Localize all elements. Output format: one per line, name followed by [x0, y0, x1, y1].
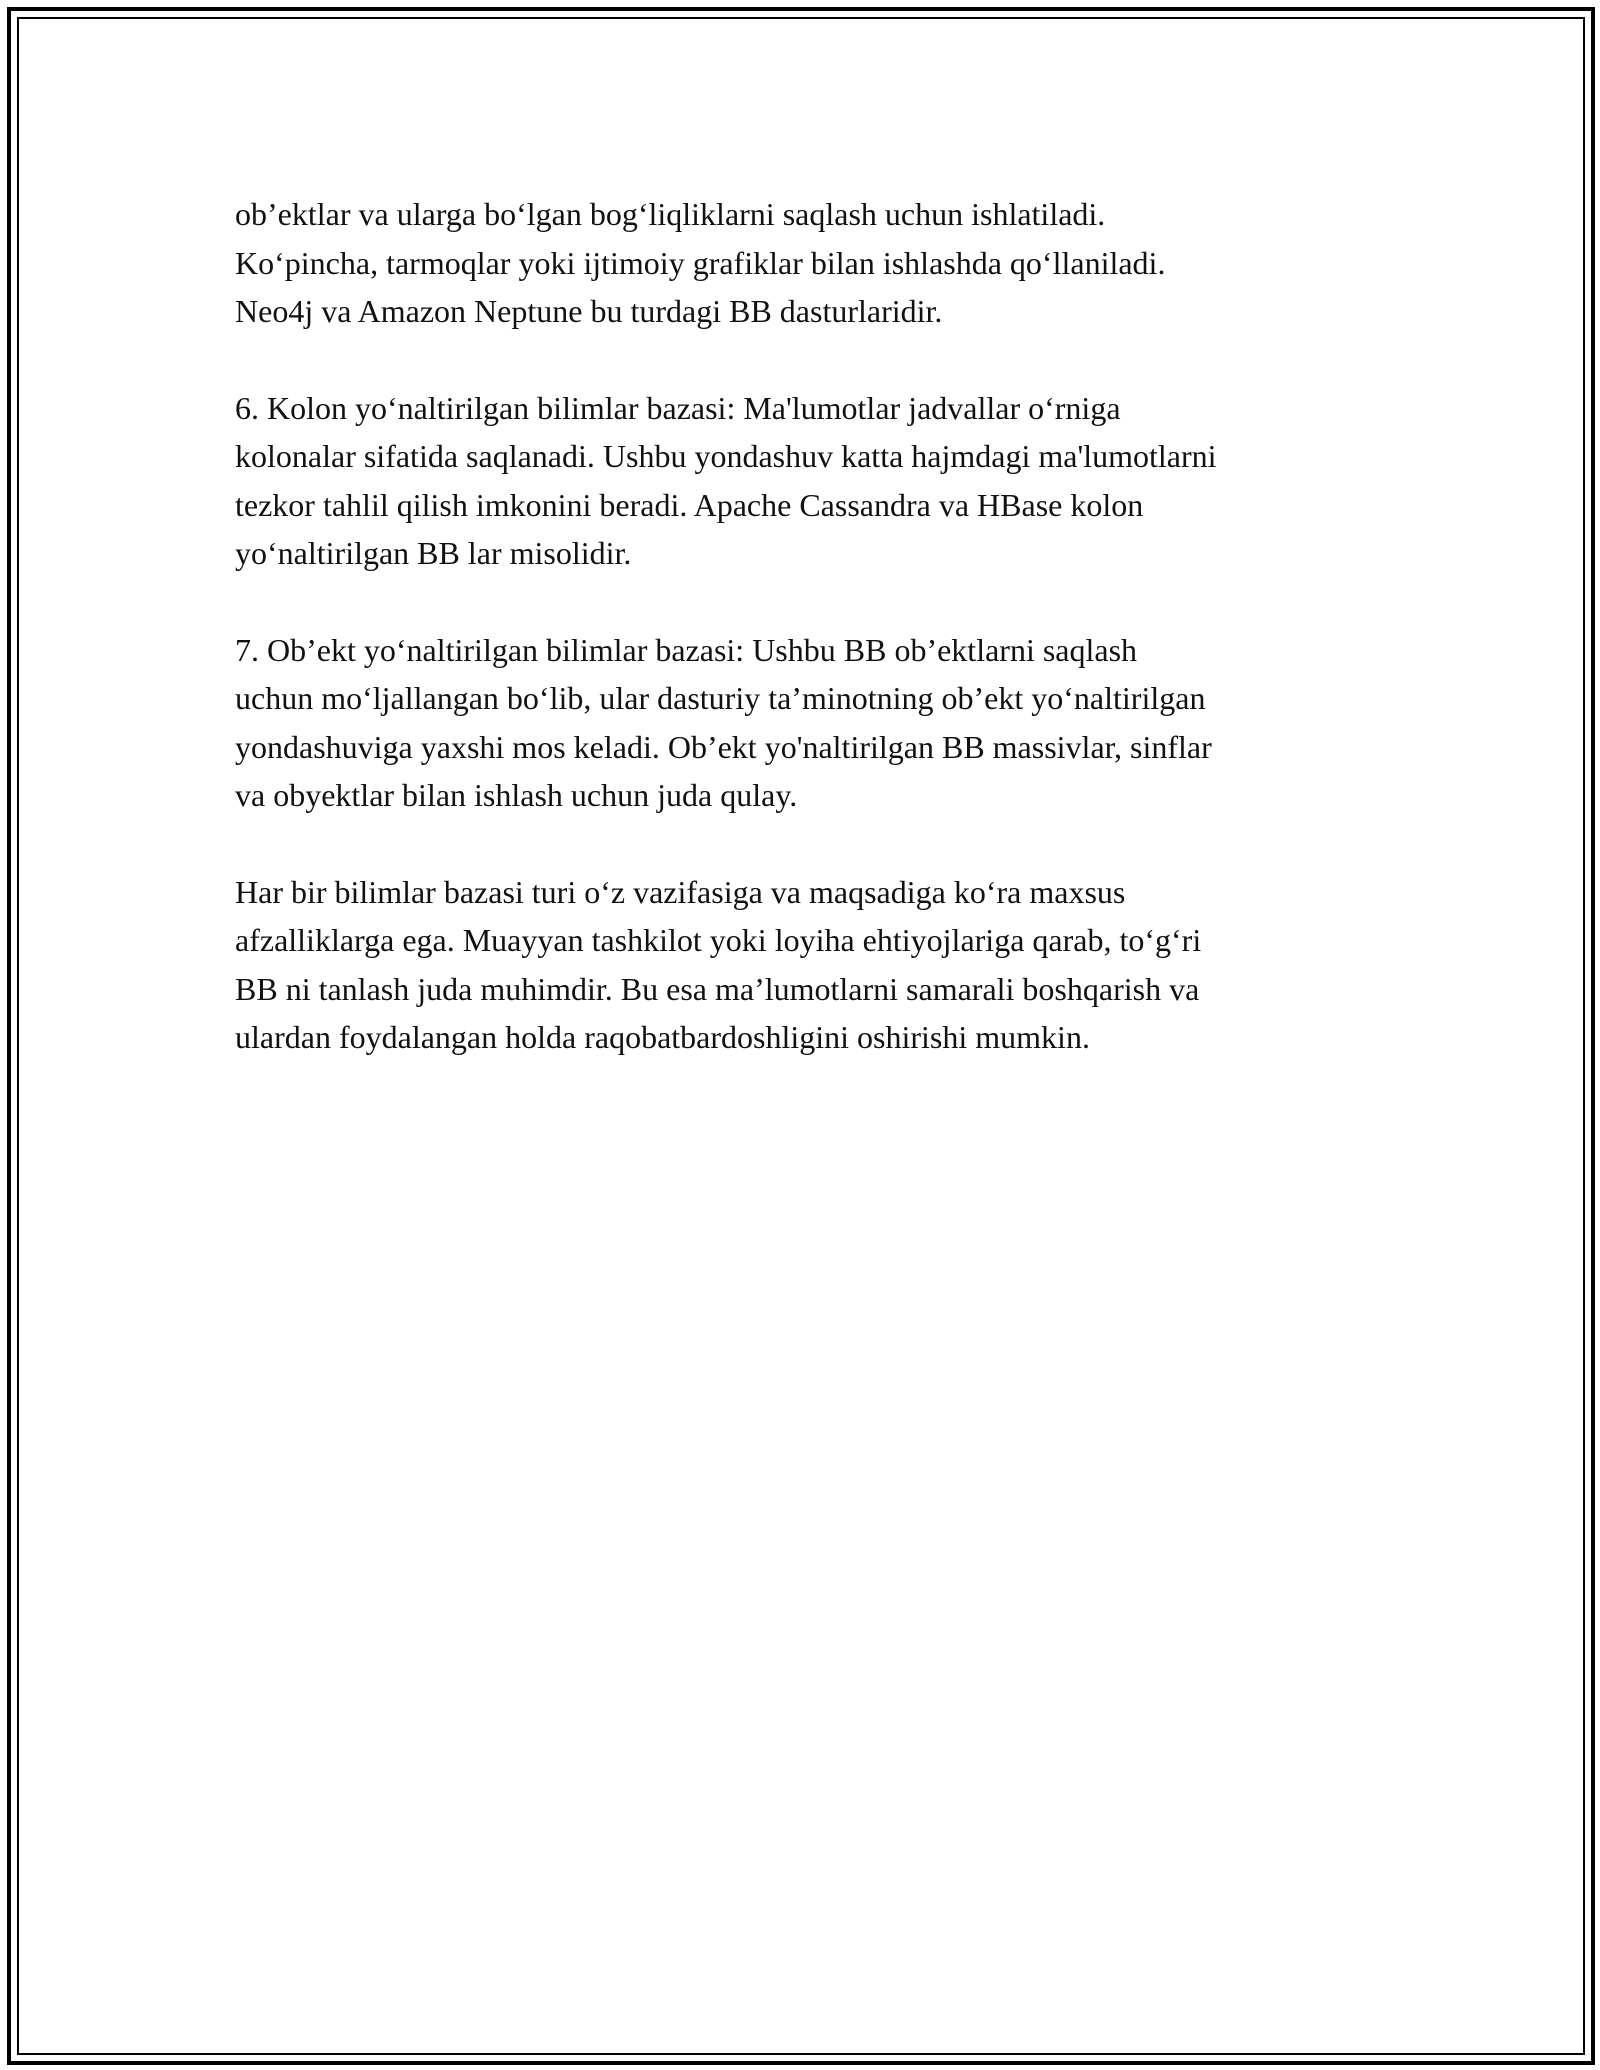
- text-line: uchun mo‘ljallangan bo‘lib, ular dasturiy ta’minotning ob’ekt yo‘naltirilgan: [235, 680, 1206, 716]
- text-line: va obyektlar bilan ishlash uchun juda qulay.: [235, 777, 798, 813]
- text-line: 6. Kolon yo‘naltirilgan bilimlar bazasi: Ma'lumotlar jadvallar o‘rniga: [235, 389, 1121, 426]
- text-line: yondashuviga yaxshi mos keladi. Ob’ekt yo'naltirilgan BB massivlar, sinflar: [235, 728, 1212, 765]
- text-line: yo‘naltirilgan BB lar misolidir.: [235, 535, 632, 571]
- text-line: afzalliklarga ega. Muayyan tashkilot yoki loyiha ehtiyojlariga qarab, to‘g‘ri: [235, 922, 1202, 958]
- text-line: Har bir bilimlar bazasi turi o‘z vazifasiga va maqsadiga ko‘ra maxsus: [235, 873, 1126, 910]
- text-line: tezkor tahlil qilish imkonini beradi. Apache Cassandra va HBase kolon: [235, 486, 1144, 523]
- text-line: BB ni tanlash juda muhimdir. Bu esa ma’lumotlarni samarali boshqarish va: [235, 970, 1200, 1007]
- text-line: 7. Ob’ekt yo‘naltirilgan bilimlar bazasi: Ushbu BB ob’ektlarni saqlash: [235, 631, 1138, 668]
- text-line: ulardan foydalangan holda raqobatbardoshligini oshirishi mumkin.: [235, 1019, 1090, 1055]
- text-line: Ko‘pincha, tarmoqlar yoki ijtimoiy grafiklar bilan ishlashda qo‘llaniladi.: [235, 244, 1166, 281]
- text-line: kolonalar sifatida saqlanadi. Ushbu yondashuv katta hajmdagi ma'lumotlarni: [235, 438, 1217, 474]
- paragraph-graph-databases: [235, 190, 1365, 336]
- text-line: Neo4j va Amazon Neptune bu turdagi BB dasturlaridir.: [235, 293, 943, 329]
- paragraph-conclusion: [235, 868, 1365, 1062]
- text-line: ob’ektlar va ularga bo‘lgan bog‘liqliklarni saqlash uchun ishlatiladi.: [235, 196, 1106, 232]
- paragraph-column-databases: [235, 384, 1365, 578]
- paragraph-object-databases: [235, 626, 1365, 820]
- document-body: [235, 190, 1365, 1110]
